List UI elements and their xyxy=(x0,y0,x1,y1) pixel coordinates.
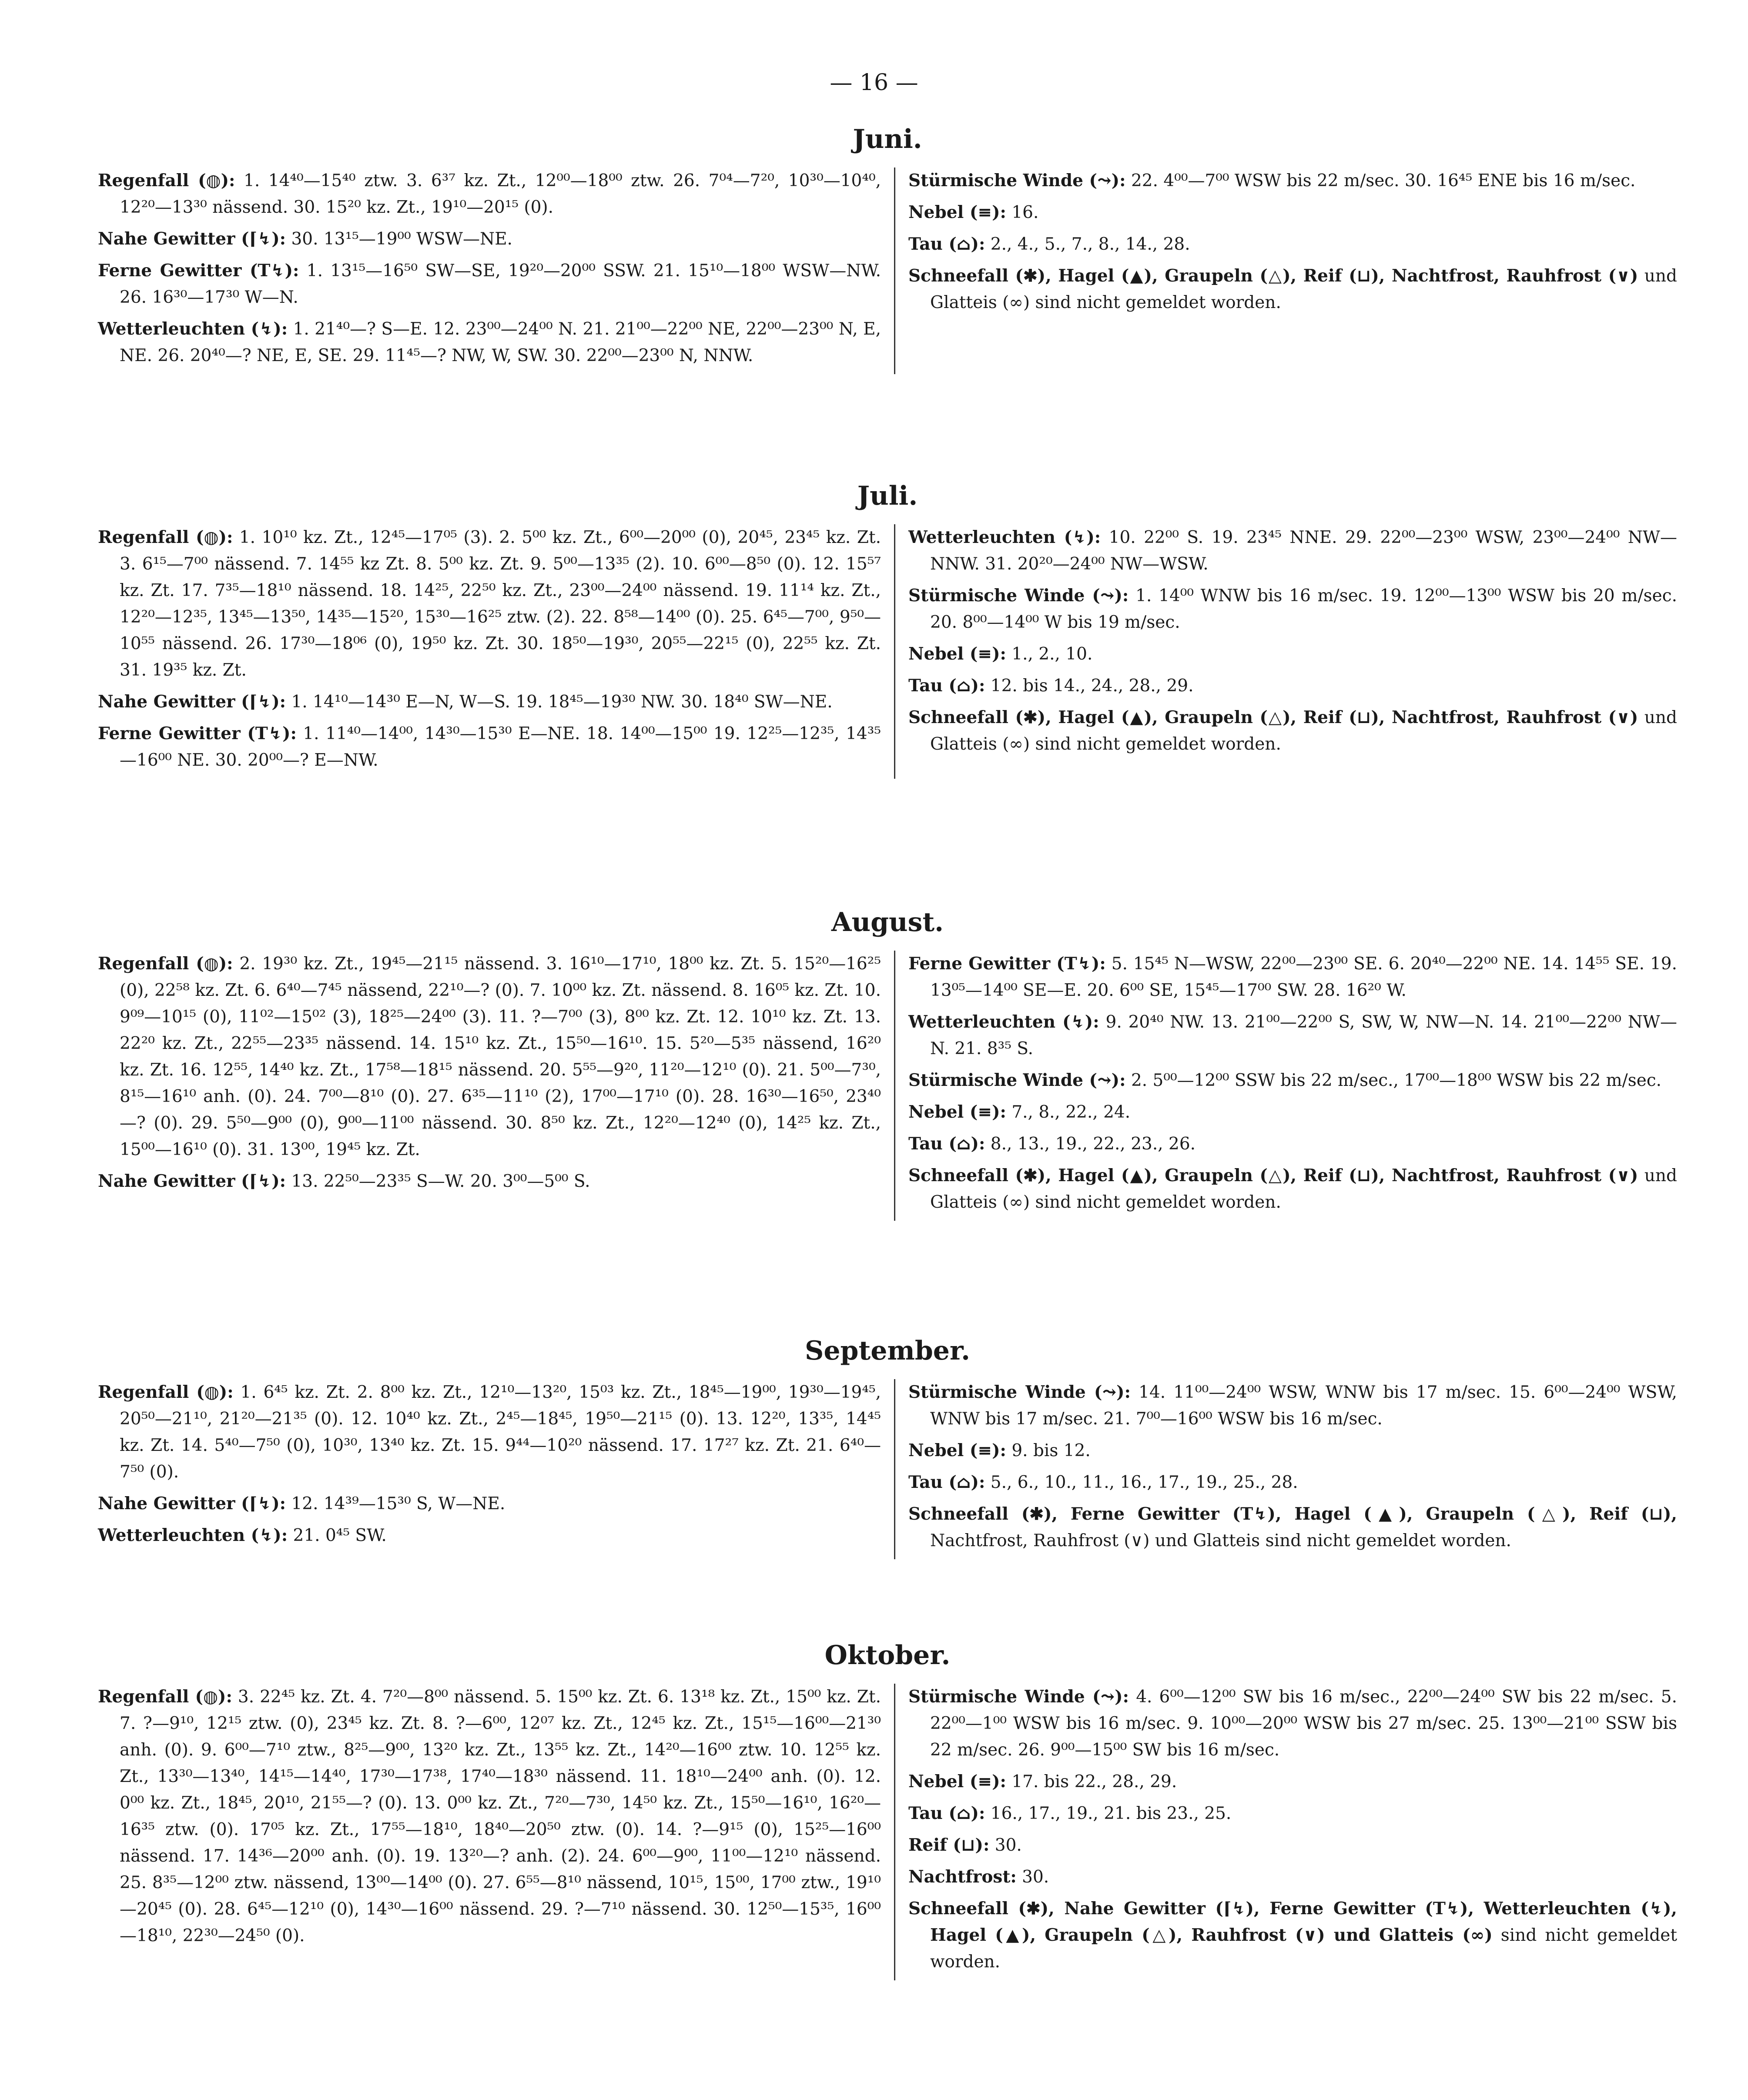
record-entry xyxy=(98,258,881,311)
record-entry xyxy=(98,524,881,683)
entry-label: Regenfall (◍): xyxy=(98,171,235,191)
entry-label: Regenfall (◍): xyxy=(98,1382,234,1402)
entry-text: 5., 6., 10., 11., 16., 17., 19., 25., 28. xyxy=(990,1473,1298,1492)
entry-text: 9. bis 12. xyxy=(1011,1441,1091,1460)
month-title: August. xyxy=(831,907,944,938)
entry-text: 1. 21⁴⁰—? S—E. 12. 23⁰⁰—24⁰⁰ N. 21. 21⁰⁰—22⁰⁰ NE, 22⁰⁰—23⁰⁰ N, E, NE. 26. 20⁴⁰—? NE, E, SE. 29. 11⁴⁵—? NW, W, SW. 30. 22⁰⁰—23⁰⁰ N, NNW. xyxy=(120,319,881,365)
record-entry xyxy=(908,951,1677,1004)
month-title: Juni. xyxy=(853,124,922,154)
entry-label: Stürmische Winde (⤳): xyxy=(908,586,1129,606)
entry-label: Wetterleuchten (↯): xyxy=(908,527,1101,547)
record-entry xyxy=(98,316,881,369)
entry-text: 17. bis 22., 28., 29. xyxy=(1011,1772,1177,1792)
entry-label: Stürmische Winde (⤳): xyxy=(908,171,1126,191)
entry-label: Wetterleuchten (↯): xyxy=(98,1525,288,1545)
entry-text: 14. 11⁰⁰—24⁰⁰ WSW, WNW bis 17 m/sec. 15. 6⁰⁰—24⁰⁰ WSW, WNW bis 17 m/sec. 21. 7⁰⁰—16⁰⁰ WSW bis 16 m/sec. xyxy=(930,1383,1677,1429)
record-entry xyxy=(908,1684,1677,1763)
record-entry xyxy=(908,263,1677,316)
left-column xyxy=(98,1684,895,1980)
left-column xyxy=(98,1379,895,1559)
entry-label: Tau (⌂): xyxy=(908,1803,985,1823)
entry-label: Nebel (≡): xyxy=(908,1440,1006,1460)
entry-text: 1. 14⁰⁰ WNW bis 16 m/sec. 19. 12⁰⁰—13⁰⁰ WSW bis 20 m/sec. 20. 8⁰⁰—14⁰⁰ W bis 19 m/sec. xyxy=(930,586,1677,632)
entry-text: 13. 22⁵⁰—23³⁵ S—W. 20. 3⁰⁰—5⁰⁰ S. xyxy=(291,1172,590,1191)
page-number: — 16 — xyxy=(830,70,918,96)
record-entry xyxy=(98,1522,881,1549)
left-column xyxy=(98,524,895,779)
entry-text: 16. xyxy=(1011,203,1039,222)
record-entry xyxy=(908,1501,1677,1554)
month-title: Oktober. xyxy=(824,1640,951,1671)
record-entry xyxy=(908,1768,1677,1795)
right-column xyxy=(895,1684,1677,1980)
entry-text: 1. 6⁴⁵ kz. Zt. 2. 8⁰⁰ kz. Zt., 12¹⁰—13²⁰, 15⁰³ kz. Zt., 18⁴⁵—19⁰⁰, 19³⁰—19⁴⁵, 20⁵⁰—21¹⁰, 21²⁰—21³⁵ (0). 12. 10⁴⁰ kz. Zt., 2⁴⁵—18⁴⁵, 19⁵⁰—21¹⁵ (0). 13. 12²⁰, 13³⁵, 14⁴⁵ kz. Zt. 14. 5⁴⁰—7⁵⁰ (0), 10³⁰, 13⁴⁰ kz. Zt. 15. 9⁴⁴—10²⁰ nässend. 17. 17²⁷ kz. Zt. 21. 6⁴⁰—7⁵⁰ (0). xyxy=(120,1383,881,1482)
entry-label: Stürmische Winde (⤳): xyxy=(908,1382,1131,1402)
entry-label: Stürmische Winde (⤳): xyxy=(908,1687,1129,1707)
record-entry xyxy=(98,1684,881,1949)
entry-label: Nebel (≡): xyxy=(908,644,1006,664)
record-entry xyxy=(908,1437,1677,1464)
entry-label: Regenfall (◍): xyxy=(98,527,233,547)
entry-label: Reif (⊔): xyxy=(908,1835,990,1855)
entry-label: Wetterleuchten (↯): xyxy=(98,319,288,339)
month-title: Juli. xyxy=(857,481,918,511)
entry-text: und Glatteis (∞) sind nicht gemeldet worden. xyxy=(930,708,1677,754)
entry-text: 1. 14⁴⁰—15⁴⁰ ztw. 3. 6³⁷ kz. Zt., 12⁰⁰—18⁰⁰ ztw. 26. 7⁰⁴—7²⁰, 10³⁰—10⁴⁰, 12²⁰—13³⁰ nässend. 30. 15²⁰ kz. Zt., 19¹⁰—20¹⁵ (0). xyxy=(120,171,881,217)
record-entry xyxy=(98,1379,881,1485)
entry-text: 1. 13¹⁵—16⁵⁰ SW—SE, 19²⁰—20⁰⁰ SSW. 21. 15¹⁰—18⁰⁰ WSW—NW. 26. 16³⁰—17³⁰ W—N. xyxy=(120,261,881,307)
record-entry xyxy=(908,1099,1677,1125)
record-entry xyxy=(908,1131,1677,1157)
entry-text: 30. 13¹⁵—19⁰⁰ WSW—NE. xyxy=(291,229,512,249)
entry-label: Stürmische Winde (⤳): xyxy=(908,1070,1126,1090)
entry-label: Nachtfrost: xyxy=(908,1867,1017,1887)
entry-label: Nebel (≡): xyxy=(908,1772,1006,1792)
entry-label: Tau (⌂): xyxy=(908,676,985,696)
record-entry xyxy=(908,673,1677,699)
entry-label: Schneefall (✱), Hagel (▲), Graupeln (△), Reif (⊔), Nachtfrost, Rauhfrost (∨) xyxy=(908,707,1638,727)
entry-label: Nahe Gewitter (⌈↯): xyxy=(98,229,286,249)
entry-text: und Glatteis (∞) sind nicht gemeldet worden. xyxy=(930,266,1677,312)
entry-text: 12. 14³⁹—15³⁰ S, W—NE. xyxy=(291,1494,506,1514)
entry-text: 9. 20⁴⁰ NW. 13. 21⁰⁰—22⁰⁰ S, SW, W, NW—N. 14. 21⁰⁰—22⁰⁰ NW—N. 21. 8³⁵ S. xyxy=(930,1012,1678,1058)
record-entry xyxy=(908,1067,1677,1094)
entry-text: 30. xyxy=(995,1835,1022,1855)
entry-text: 1. 10¹⁰ kz. Zt., 12⁴⁵—17⁰⁵ (3). 2. 5⁰⁰ kz. Zt., 6⁰⁰—20⁰⁰ (0), 20⁴⁵, 23⁴⁵ kz. Zt. 3. 6¹⁵—7⁰⁰ nässend. 7. 14⁵⁵ kz Zt. 8. 5⁰⁰ kz. Zt. 9. 5⁰⁰—13³⁵ (2). 10. 6⁰⁰—8⁵⁰ (0). 12. 15⁵⁷ kz. Zt. 17. 7³⁵—18¹⁰ nässend. 18. 14²⁵, 22⁵⁰ kz. Zt., 23⁰⁰—24⁰⁰ nässend. 19. 11¹⁴ kz. Zt., 12²⁰—12³⁵, 13⁴⁵—13⁵⁰, 14³⁵—15²⁰, 15³⁰—16²⁵ ztw. (2). 22. 8⁵⁸—14⁰⁰ (0). 25. 6⁴⁵—7⁰⁰, 9⁵⁰—10⁵⁵ nässend. 26. 17³⁰—18⁰⁶ (0), 19⁵⁰ kz. Zt. 30. 18⁵⁰—19³⁰, 20⁵⁵—22¹⁵ (0), 22⁵⁵ kz. Zt. 31. 19³⁵ kz. Zt. xyxy=(120,528,881,680)
record-entry xyxy=(908,704,1677,757)
record-entry xyxy=(908,641,1677,667)
entry-label: Schneefall (✱), Ferne Gewitter (T↯), Hagel (▲), Graupeln (△), Reif (⊔), xyxy=(908,1504,1677,1524)
entry-text: sind nicht gemeldet worden. xyxy=(930,1926,1677,1972)
record-entry xyxy=(908,1469,1677,1496)
entry-text: 12. bis 14., 24., 28., 29. xyxy=(990,676,1194,696)
record-entry xyxy=(908,1864,1677,1890)
entry-label: Nebel (≡): xyxy=(908,1102,1006,1122)
section-juni xyxy=(98,124,1677,374)
right-column xyxy=(895,524,1677,779)
record-entry xyxy=(908,583,1677,636)
record-entry xyxy=(908,167,1677,194)
section-september xyxy=(98,1336,1677,1559)
record-entry xyxy=(98,226,881,252)
record-entry xyxy=(98,951,881,1163)
entry-text: 16., 17., 19., 21. bis 23., 25. xyxy=(990,1804,1232,1823)
entry-text: 2. 5⁰⁰—12⁰⁰ SSW bis 22 m/sec., 17⁰⁰—18⁰⁰ WSW bis 22 m/sec. xyxy=(1131,1071,1662,1090)
entry-label: Nahe Gewitter (⌈↯): xyxy=(98,1494,286,1514)
entry-label: Regenfall (◍): xyxy=(98,1687,232,1707)
entry-label: Nebel (≡): xyxy=(908,202,1006,222)
entry-text: 22. 4⁰⁰—7⁰⁰ WSW bis 22 m/sec. 30. 16⁴⁵ ENE bis 16 m/sec. xyxy=(1131,171,1636,191)
section-juli xyxy=(98,481,1677,779)
entry-label: Tau (⌂): xyxy=(908,1472,985,1492)
record-entry xyxy=(908,1800,1677,1827)
record-entry xyxy=(908,1896,1677,1975)
record-entry xyxy=(908,1009,1677,1062)
entry-label: Regenfall (◍): xyxy=(98,954,233,974)
entry-label: Ferne Gewitter (T↯): xyxy=(98,261,299,281)
section-august xyxy=(98,907,1677,1221)
record-entry xyxy=(98,1168,881,1195)
entry-label: Nahe Gewitter (⌈↯): xyxy=(98,1171,286,1191)
entry-text: 1., 2., 10. xyxy=(1011,644,1093,664)
entry-text: 1. 11⁴⁰—14⁰⁰, 14³⁰—15³⁰ E—NE. 18. 14⁰⁰—15⁰⁰ 19. 12²⁵—12³⁵, 14³⁵—16⁰⁰ NE. 30. 20⁰⁰—? E—NW. xyxy=(120,724,881,770)
record-entry xyxy=(908,1832,1677,1859)
entry-label: Schneefall (✱), Hagel (▲), Graupeln (△), Reif (⊔), Nachtfrost, Rauhfrost (∨) xyxy=(908,1166,1638,1186)
right-column xyxy=(895,167,1677,374)
record-entry xyxy=(908,1379,1677,1432)
entry-text: 2., 4., 5., 7., 8., 14., 28. xyxy=(990,234,1190,254)
entry-text: 2. 19³⁰ kz. Zt., 19⁴⁵—21¹⁵ nässend. 3. 16¹⁰—17¹⁰, 18⁰⁰ kz. Zt. 5. 15²⁰—16²⁵ (0), 22⁵⁸ kz. Zt. 6. 6⁴⁰—7⁴⁵ nässend, 22¹⁰—? (0). 7. 10⁰⁰ kz. Zt. nässend. 8. 16⁰⁵ kz. Zt. 10. 9⁰⁹—10¹⁵ (0), 11⁰²—15⁰² (3), 18²⁵—24⁰⁰ (3). 11. ?—7⁰⁰ (3), 8⁰⁰ kz. Zt. 12. 10¹⁰ kz. Zt. 13. 22²⁰ kz. Zt., 22⁵⁵—23³⁵ nässend. 14. 15¹⁰ kz. Zt., 15⁵⁰—16¹⁰. 15. 5²⁰—5³⁵ nässend, 16²⁰ kz. Zt. 16. 12⁵⁵, 14⁴⁰ kz. Zt., 17⁵⁸—18¹⁵ nässend. 20. 5⁵⁵—9²⁰, 11²⁰—12¹⁰ (0). 21. 5⁰⁰—7³⁰, 8¹⁵—16¹⁰ anh. (0). 24. 7⁰⁰—8¹⁰ (0). 27. 6³⁵—11¹⁰ (2), 17⁰⁰—17¹⁰ (0). 28. 16³⁰—16⁵⁰, 23⁴⁰—? (0). 29. 5⁵⁰—9⁰⁰ (0), 9⁰⁰—11⁰⁰ nässend. 30. 8⁵⁰ kz. Zt., 12²⁰—12⁴⁰ (0), 14²⁵ kz. Zt., 15⁰⁰—16¹⁰ (0). 31. 13⁰⁰, 19⁴⁵ kz. Zt. xyxy=(120,954,881,1159)
entry-text: 4. 6⁰⁰—12⁰⁰ SW bis 16 m/sec., 22⁰⁰—24⁰⁰ SW bis 22 m/sec. 5. 22⁰⁰—1⁰⁰ WSW bis 16 m/sec. 9. 10⁰⁰—20⁰⁰ WSW bis 27 m/sec. 25. 13⁰⁰—21⁰⁰ SSW bis 22 m/sec. 26. 9⁰⁰—15⁰⁰ SW bis 16 m/sec. xyxy=(930,1687,1677,1760)
entry-text: 21. 0⁴⁵ SW. xyxy=(293,1526,387,1545)
entry-text: und Glatteis (∞) sind nicht gemeldet worden. xyxy=(930,1166,1677,1212)
record-entry xyxy=(98,167,881,221)
section-oktober xyxy=(98,1640,1677,1980)
entry-label: Nahe Gewitter (⌈↯): xyxy=(98,692,286,712)
entry-text: 3. 22⁴⁵ kz. Zt. 4. 7²⁰—8⁰⁰ nässend. 5. 15⁰⁰ kz. Zt. 6. 13¹⁸ kz. Zt., 15⁰⁰ kz. Zt. 7. ?—9¹⁰, 12¹⁵ ztw. (0), 23⁴⁵ kz. Zt. 8. ?—6⁰⁰, 12⁰⁷ kz. Zt., 12⁴⁵ kz. Zt., 15¹⁵—16⁰⁰—21³⁰ anh. (0). 9. 6⁰⁰—7¹⁰ ztw., 8²⁵—9⁰⁰, 13²⁰ kz. Zt., 13⁵⁵ kz. Zt., 14²⁰—16⁰⁰ ztw. 10. 12⁵⁵ kz. Zt., 13³⁰—13⁴⁰, 14¹⁵—14⁴⁰, 17³⁰—17³⁸, 17⁴⁰—18³⁰ nässend. 11. 18¹⁰—24⁰⁰ anh. (0). 12. 0⁰⁰ kz. Zt., 18⁴⁵, 20¹⁰, 21⁵⁵—? (0). 13. 0⁰⁰ kz. Zt., 7²⁰—7³⁰, 14⁵⁰ kz. Zt., 15⁵⁰—16¹⁰, 16²⁰—16³⁵ ztw. (0). 17⁰⁵ kz. Zt., 17⁵⁵—18¹⁰, 18⁴⁰—20⁵⁰ ztw. (0). 14. ?—9¹⁵ (0), 15²⁵—16⁰⁰ nässend. 17. 14³⁶—20⁰⁰ anh. (0). 19. 13²⁰—? anh. (2). 24. 6⁰⁰—9⁰⁰, 11⁰⁰—12¹⁰ nässend. 25. 8³⁵—12⁰⁰ ztw. nässend, 13⁰⁰—14⁰⁰ (0). 27. 6⁵⁵—8¹⁰ nässend, 10¹⁵, 15⁰⁰, 17⁰⁰ ztw., 19¹⁰—20⁴⁵ (0). 28. 6⁴⁵—12¹⁰ (0), 14³⁰—16⁰⁰ nässend. 29. ?—7¹⁰ nässend. 30. 12⁵⁰—15³⁵, 16⁰⁰—18¹⁰, 22³⁰—24⁵⁰ (0). xyxy=(120,1687,881,1946)
record-entry xyxy=(98,720,881,774)
entry-text: 10. 22⁰⁰ S. 19. 23⁴⁵ NNE. 29. 22⁰⁰—23⁰⁰ WSW, 23⁰⁰—24⁰⁰ NW—NNW. 31. 20²⁰—24⁰⁰ NW—WSW. xyxy=(930,528,1677,574)
left-column xyxy=(98,951,895,1221)
entry-label: Tau (⌂): xyxy=(908,234,985,254)
right-column xyxy=(895,951,1677,1221)
entry-text: 30. xyxy=(1022,1867,1049,1887)
entry-text: 1. 14¹⁰—14³⁰ E—N, W—S. 19. 18⁴⁵—19³⁰ NW. 30. 18⁴⁰ SW—NE. xyxy=(291,692,833,712)
entry-text: Nachtfrost, Rauhfrost (∨) und Glatteis sind nicht gemeldet worden. xyxy=(930,1531,1511,1551)
record-entry xyxy=(908,231,1677,258)
left-column xyxy=(98,167,895,374)
month-title: September. xyxy=(805,1336,970,1366)
record-entry xyxy=(98,1490,881,1517)
entry-label: Wetterleuchten (↯): xyxy=(908,1012,1099,1032)
record-entry xyxy=(98,689,881,715)
entry-text: 7., 8., 22., 24. xyxy=(1011,1102,1131,1122)
record-entry xyxy=(908,524,1677,577)
entry-label: Schneefall (✱), Nahe Gewitter (⌈↯), Ferne Gewitter (T↯), Wetterleuchten (↯), Hagel (▲), Graupeln (△), Rauhfrost (∨) und Glatteis (∞) xyxy=(908,1899,1677,1945)
record-entry xyxy=(908,199,1677,226)
entry-label: Tau (⌂): xyxy=(908,1134,985,1154)
entry-label: Ferne Gewitter (T↯): xyxy=(98,723,297,744)
right-column xyxy=(895,1379,1677,1559)
entry-label: Schneefall (✱), Hagel (▲), Graupeln (△), Reif (⊔), Nachtfrost, Rauhfrost (∨) xyxy=(908,266,1638,286)
record-entry xyxy=(908,1162,1677,1216)
entry-label: Ferne Gewitter (T↯): xyxy=(908,954,1106,974)
entry-text: 8., 13., 19., 22., 23., 26. xyxy=(990,1134,1196,1154)
entry-text: 5. 15⁴⁵ N—WSW, 22⁰⁰—23⁰⁰ SE. 6. 20⁴⁰—22⁰⁰ NE. 14. 14⁵⁵ SE. 19. 13⁰⁵—14⁰⁰ SE—E. 20. 6⁰⁰ SE, 15⁴⁵—17⁰⁰ SW. 28. 16²⁰ W. xyxy=(930,954,1677,1000)
